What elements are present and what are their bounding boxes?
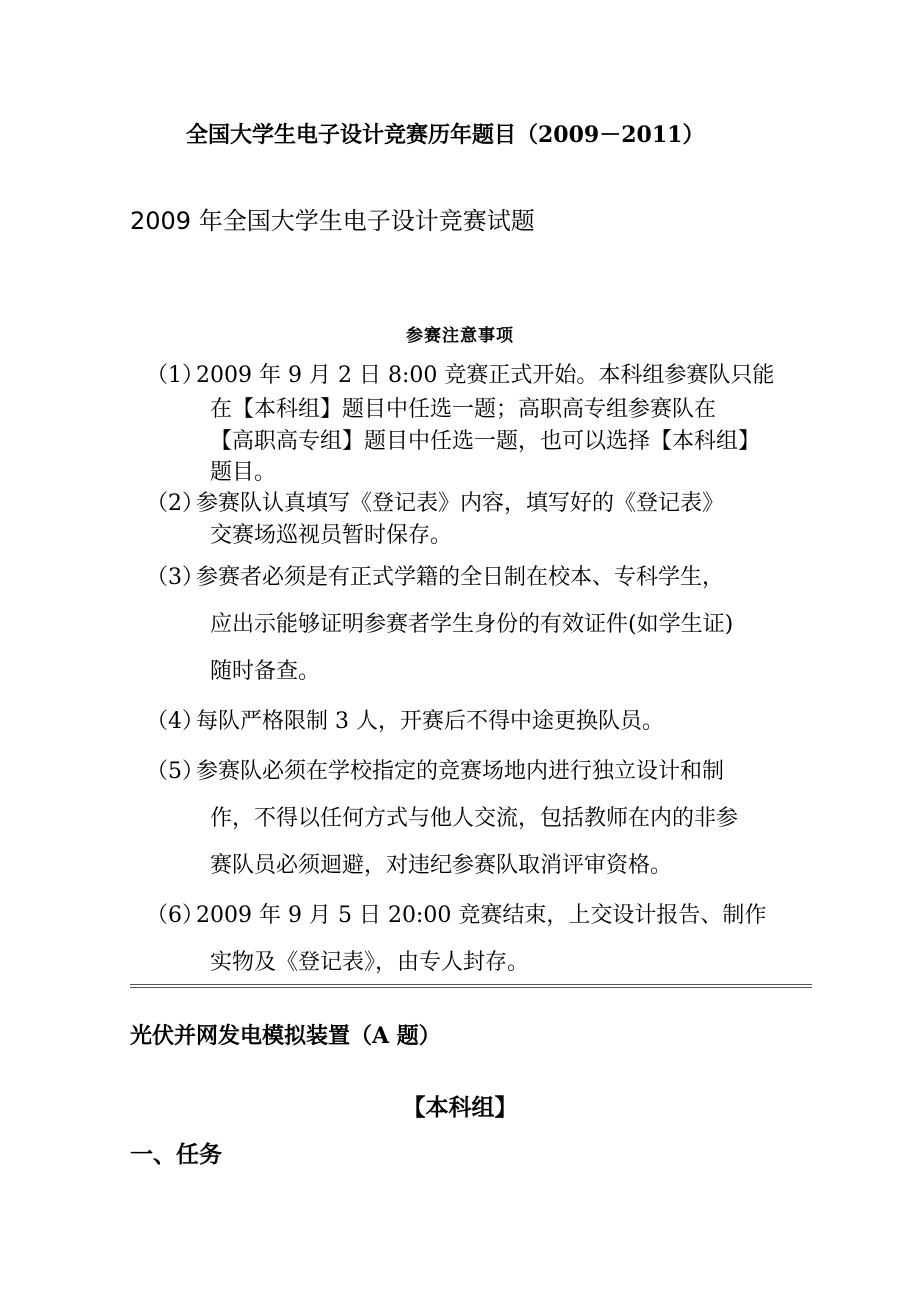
notice-heading: 参赛注意事项 — [406, 326, 514, 346]
notice-item-line: 作，不得以任何方式与他人交流，包括教师在内的非参 — [210, 806, 739, 831]
notice-item-line: 题目。 — [210, 460, 277, 485]
notice-item-line: 在【本科组】题目中任选一题；高职高专组参赛队在 — [210, 397, 717, 422]
section-divider — [130, 987, 812, 988]
notice-item-number: （2） — [146, 491, 204, 516]
notice-item-number: （3） — [146, 565, 204, 590]
notice-item-line: 应出示能够证明参赛者学生身份的有效证件(如学生证) — [210, 612, 734, 637]
notice-item-line: 随时备查。 — [210, 659, 321, 684]
notice-item-line: 【高职高专组】题目中任选一题，也可以选择【本科组】 — [210, 429, 761, 454]
notice-item-number: （1） — [146, 363, 204, 388]
notice-item-line: 交赛场巡视员暂时保存。 — [210, 523, 453, 548]
notice-item-line: 2009 年 9 月 2 日 8:00 竞赛正式开始。本科组参赛队只能 — [196, 363, 775, 388]
problem-title: 光伏并网发电模拟装置（A 题） — [130, 1023, 441, 1049]
notice-item-line: 每队严格限制 3 人，开赛后不得中途更换队员。 — [196, 709, 664, 734]
subtitle: 2009 年全国大学生电子设计竞赛试题 — [130, 207, 535, 235]
group-label: 【本科组】 — [402, 1094, 518, 1121]
notice-item-line: 参赛队认真填写《登记表》内容，填写好的《登记表》 — [196, 491, 725, 516]
section-heading: 一、任务 — [130, 1141, 222, 1168]
notice-item-line: 赛队员必须迴避，对违纪参赛队取消评审资格。 — [210, 853, 673, 878]
notice-item-number: （4） — [146, 709, 204, 734]
notice-item-line: 参赛者必须是有正式学籍的全日制在校本、专科学生， — [196, 565, 725, 590]
notice-item-line: 实物及《登记表》，由专人封存。 — [210, 950, 530, 975]
notice-item-number: （5） — [146, 759, 204, 784]
main-title: 全国大学生电子设计竞赛历年题目（2009－2011） — [186, 122, 705, 148]
notice-item-number: （6） — [146, 903, 204, 928]
notice-item-line: 参赛队必须在学校指定的竞赛场地内进行独立设计和制 — [196, 759, 725, 784]
notice-item-line: 2009 年 9 月 5 日 20:00 竞赛结束，上交设计报告、制作 — [196, 903, 767, 928]
section-divider — [130, 984, 812, 985]
